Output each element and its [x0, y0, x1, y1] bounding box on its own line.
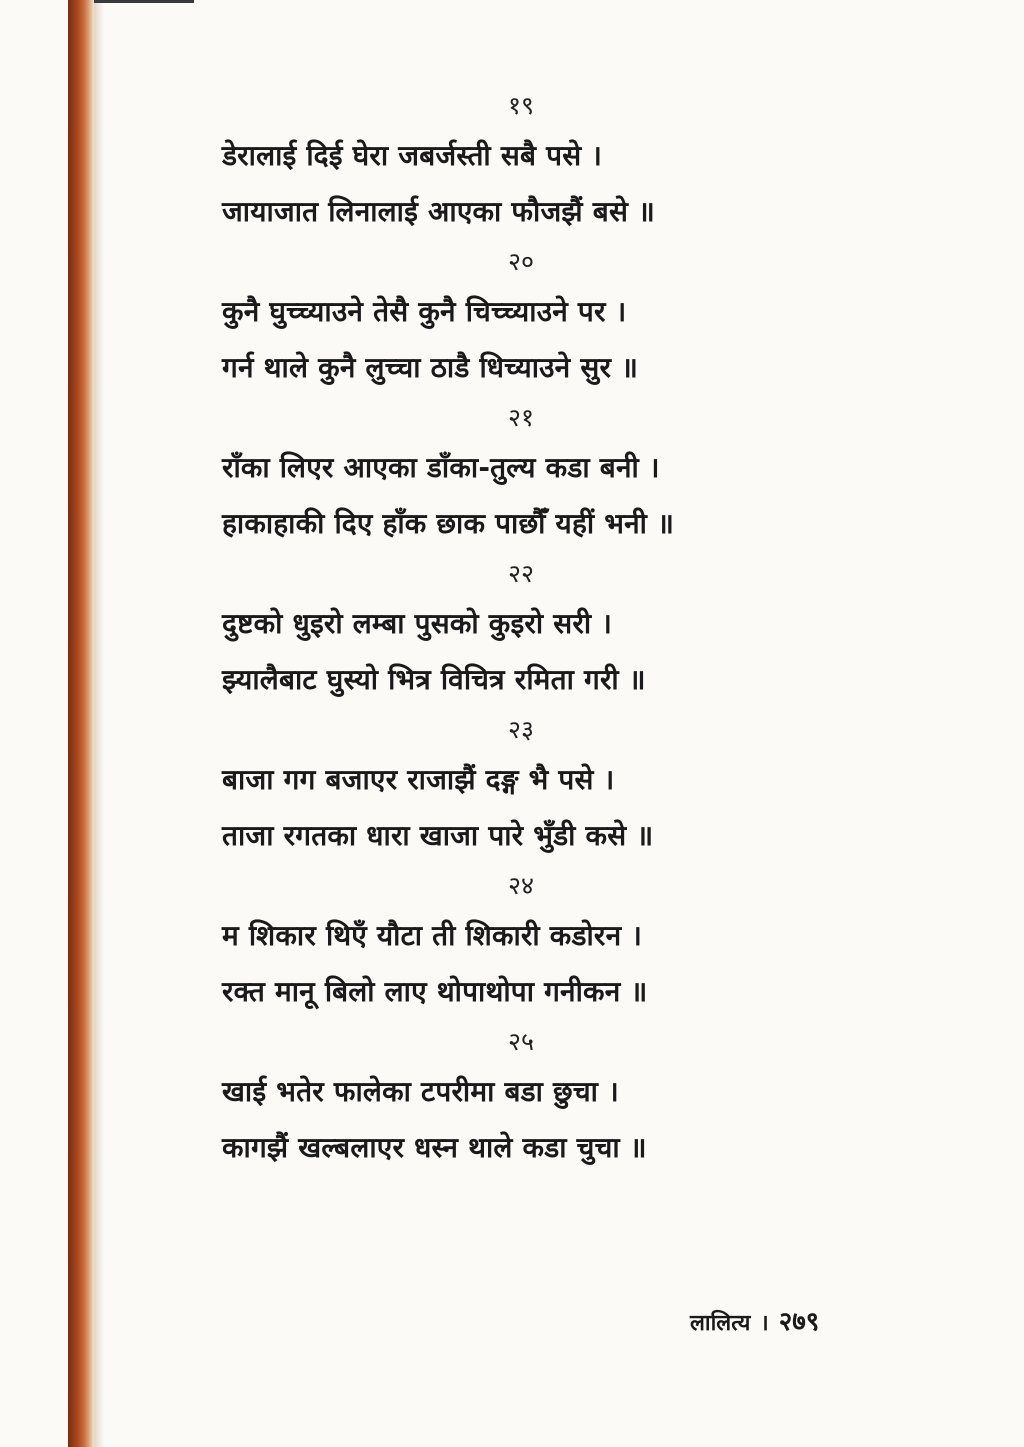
stanza-number: २३: [508, 715, 535, 744]
book-title: लालित्य: [690, 1311, 751, 1336]
verse-line: खाई भतेर फालेका टपरीमा बडा छुचा ।: [222, 1075, 619, 1108]
stanza-21: [222, 396, 842, 552]
stanza-number: २४: [508, 871, 535, 900]
verse-line: झ्यालैबाट घुस्यो भित्र विचित्र रमिता गरी ॥: [222, 663, 646, 696]
top-edge-rule: [94, 0, 194, 3]
stanza-24: [222, 864, 842, 1020]
stanza-number: २२: [508, 559, 535, 588]
stanza-20: [222, 240, 842, 396]
verse-line: कुनै घुच्च्याउने तेसै कुनै चिच्च्याउने पर ।: [222, 295, 627, 328]
verse-line: जायाजात लिनालाई आएका फौजझैं बसे ॥: [222, 195, 655, 228]
verse-line: ताजा रगतका धारा खाजा पारे भुँडी कसे ॥: [222, 819, 654, 852]
verse-block: [222, 84, 842, 1176]
verse-line: कागझैं खल्बलाएर धस्न थाले कडा चुचा ॥: [222, 1131, 647, 1164]
stanza-number: २५: [508, 1027, 535, 1056]
page-number: २७९: [778, 1307, 820, 1337]
verse-line: म शिकार थिएँ यौटा ती शिकारी कडोरन ।: [222, 919, 643, 952]
verse-line: दुष्टको धुइरो लम्बा पुसको कुइरो सरी ।: [222, 607, 613, 640]
stanza-25: [222, 1020, 842, 1176]
stanza-23: [222, 708, 842, 864]
stanza-number: २०: [508, 247, 535, 276]
verse-line: बाजा गग बजाएर राजाझैं दङ्ग भै पसे ।: [222, 763, 615, 796]
footer-separator: ।: [760, 1311, 769, 1336]
verse-line: गर्न थाले कुनै लुच्चा ठाडै धिच्याउने सुर ॥: [222, 351, 639, 384]
stanza-number: २१: [508, 403, 535, 432]
verse-line: रक्त मानू बिलो लाए थोपाथोपा गनीकन ॥: [222, 975, 648, 1008]
verse-line: डेरालाई दिई घेरा जबर्जस्ती सबै पसे ।: [222, 139, 603, 172]
stanza-number: १९: [508, 91, 535, 120]
book-spine: [68, 0, 94, 1447]
verse-line: राँका लिएर आएका डाँका-तुल्य कडा बनी ।: [222, 451, 660, 484]
spine-shadow: [94, 0, 104, 1447]
stanza-19: [222, 84, 842, 240]
stanza-22: [222, 552, 842, 708]
page-footer: [690, 1300, 819, 1344]
verse-line: हाकाहाकी दिए हाँक छाक पाछौँ यहीं भनी ॥: [222, 507, 675, 540]
